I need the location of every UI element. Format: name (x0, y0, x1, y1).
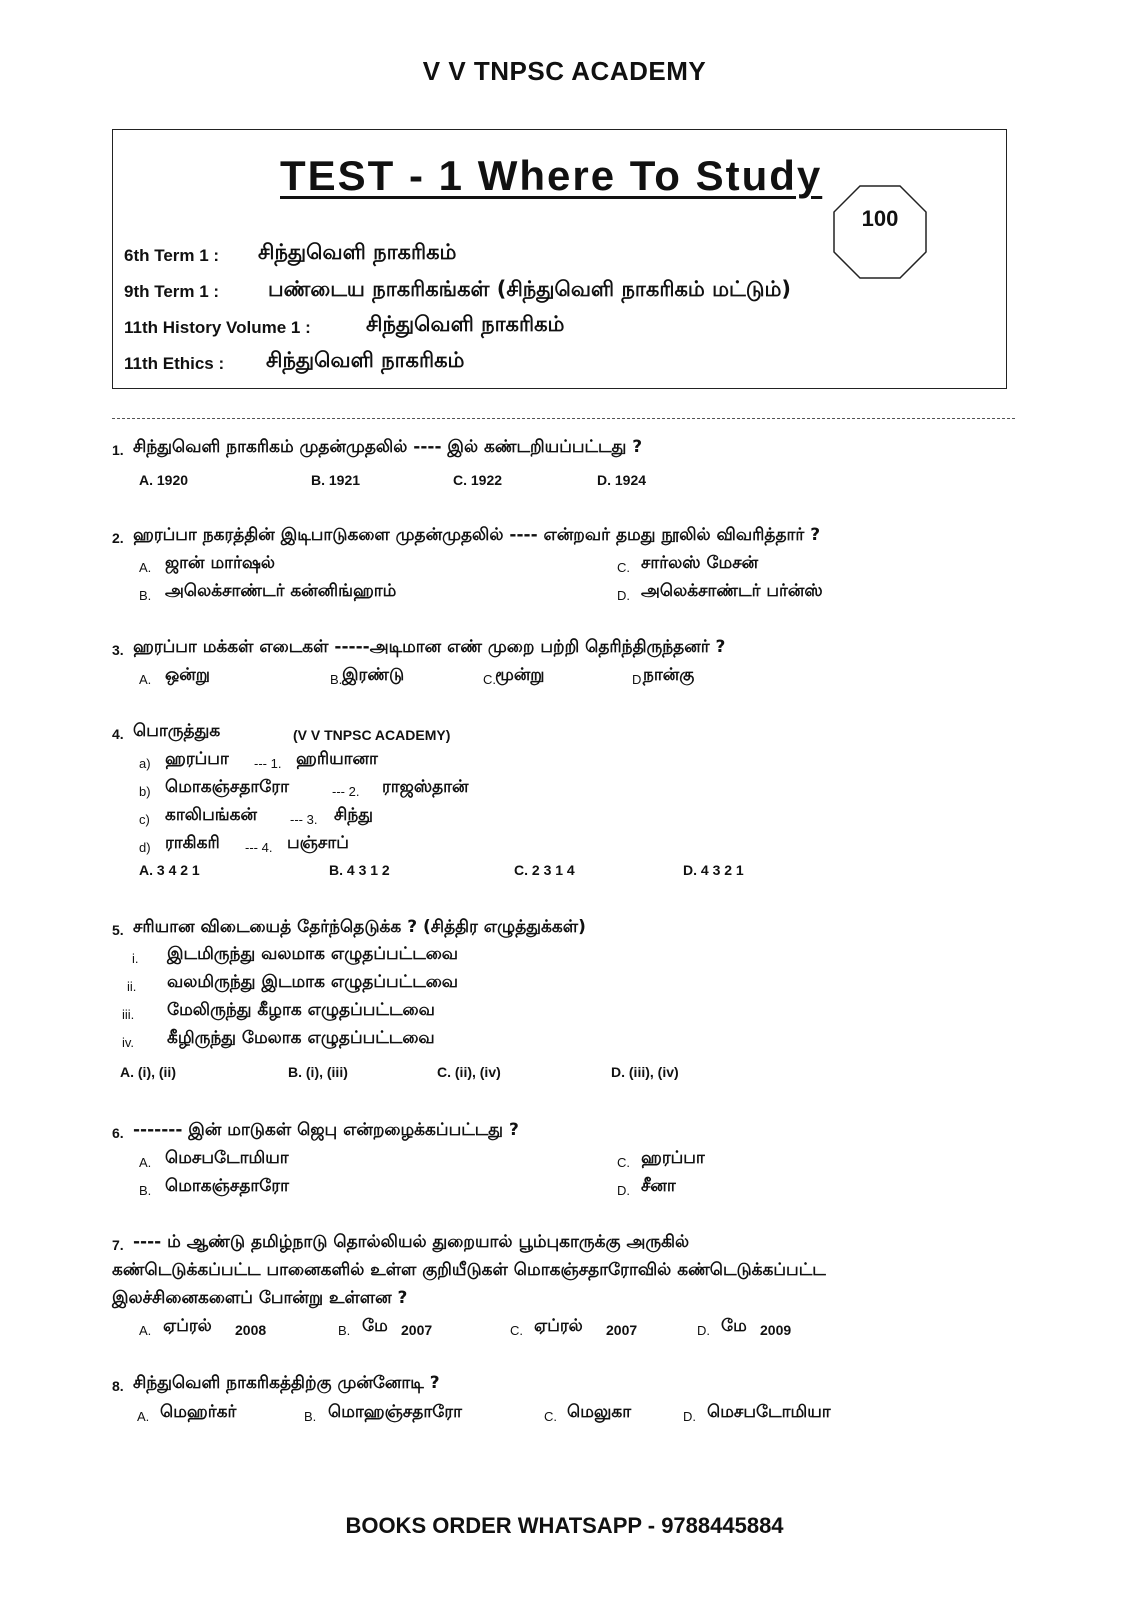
question-text-line: ---- ம் ஆண்டு தமிழ்நாடு தொல்லியல் துறையால் பூம்புகாருக்கு அருகில் (133, 1232, 690, 1252)
statement-text: கீழிருந்து மேலாக எழுதப்பட்டவை (167, 1028, 435, 1048)
option-d-year: 2009 (760, 1322, 792, 1338)
statement-text: இடமிருந்து வலமாக எழுதப்பட்டவை (167, 944, 459, 964)
option-label: A. (139, 560, 152, 575)
match-item-label: a) (139, 756, 151, 771)
statement-label: i. (132, 951, 139, 966)
option-b: B. 4 3 1 2 (329, 862, 390, 878)
question-text: சரியான விடையைத் தேர்ந்தெடுக்க ? (சித்திர எழுத்துக்கள்) (133, 917, 586, 937)
option-b: மொகஞ்சதாரோ (165, 1176, 290, 1196)
dashed-divider (112, 418, 1015, 419)
match-item-label: d) (139, 840, 151, 855)
option-d: D. 1924 (597, 472, 647, 488)
option-c: C. (ii), (iv) (437, 1064, 501, 1080)
option-c-year: 2007 (606, 1322, 638, 1338)
study-row-label: 11th History Volume 1 : (124, 318, 311, 337)
option-label: C. (483, 672, 496, 687)
option-a: ஏப்ரல் (163, 1316, 212, 1336)
match-item-right: ராஜஸ்தான் (382, 777, 469, 797)
option-label: C. (617, 1155, 630, 1170)
option-label: C. (544, 1409, 557, 1424)
question-text: ------- இன் மாடுகள் ஜெபு என்றழைக்கப்பட்டது ? (133, 1120, 519, 1140)
statement-label: iv. (122, 1035, 135, 1050)
match-item-sep: --- 1. (254, 756, 282, 771)
match-item-right: பஞ்சாப் (287, 833, 349, 853)
option-a: A. 1920 (139, 472, 189, 488)
match-item-label: c) (139, 812, 150, 827)
statement-label: iii. (122, 1007, 135, 1022)
match-item-sep: --- 4. (245, 840, 273, 855)
match-item-label: b) (139, 784, 151, 799)
option-label: C. (510, 1323, 523, 1338)
statement-text: மேலிருந்து கீழாக எழுதப்பட்டவை (167, 1000, 435, 1020)
option-label: B. (139, 588, 152, 603)
option-c: சார்லஸ் மேசன் (641, 553, 759, 573)
option-b: மே (362, 1316, 388, 1336)
question-text-line: இலச்சினைகளைப் போன்று உள்ளன ? (112, 1288, 408, 1308)
option-c: மெலுகா (567, 1402, 632, 1422)
option-label: B. (304, 1409, 317, 1424)
question-text-line: கண்டெடுக்கப்பட்ட பானைகளில் உள்ள குறியீடுகள் மொகஞ்சதாரோவில் கண்டெடுக்கப்பட்ட (112, 1260, 826, 1280)
option-label: D. (683, 1409, 696, 1424)
statement-label: ii. (127, 979, 137, 994)
option-label: A. (137, 1409, 150, 1424)
option-b: அலெக்சாண்டர் கன்னிங்ஹாம் (165, 581, 397, 601)
option-b: மொஹஞ்சதாரோ (328, 1402, 462, 1422)
match-item-right: சிந்து (334, 805, 373, 825)
option-a-year: 2008 (235, 1322, 267, 1338)
question-text: பொருத்துக (133, 721, 221, 741)
match-item-sep: --- 3. (290, 812, 318, 827)
option-a: ஒன்று (165, 665, 210, 685)
academy-note: (V V TNPSC ACADEMY) (293, 727, 451, 743)
option-label: A. (139, 672, 152, 687)
study-row-topic: பண்டைய நாகரிகங்கள் (சிந்துவெளி நாகரிகம் மட்டும்) (268, 277, 791, 301)
option-d: D. 4 3 2 1 (683, 862, 744, 878)
option-label: B. (139, 1183, 152, 1198)
option-b: B. 1921 (311, 472, 361, 488)
total-marks: 100 (861, 206, 899, 231)
question-number: 4. (112, 726, 124, 742)
option-a: ஜான் மார்ஷல் (165, 553, 276, 573)
option-label: C. (617, 560, 630, 575)
option-b: இரண்டு (342, 665, 405, 685)
question-text: சிந்துவெளி நாகரிகம் முதன்முதலில் ---- இல் கண்டறியப்பட்டது ? (133, 437, 643, 457)
option-a: மெசபடோமியா (165, 1148, 289, 1168)
option-d: நான்கு (643, 665, 695, 685)
question-number: 8. (112, 1378, 124, 1394)
option-a: மெஹர்கர் (160, 1402, 237, 1422)
question-text: சிந்துவெளி நாகரிகத்திற்கு முன்னோடி ? (133, 1373, 440, 1393)
question-number: 1. (112, 442, 124, 458)
match-item-left: ராகிகரி (165, 833, 220, 853)
study-row-topic: சிந்துவெளி நாகரிகம் (266, 348, 465, 372)
option-a: A. 3 4 2 1 (139, 862, 200, 878)
study-row-label: 6th Term 1 : (124, 246, 220, 265)
books-order-footer: BOOKS ORDER WHATSAPP - 9788445884 (345, 1513, 784, 1538)
option-label: D. (617, 1183, 630, 1198)
option-d: மெசபடோமியா (707, 1402, 831, 1422)
match-item-sep: --- 2. (332, 784, 360, 799)
academy-header: V V TNPSC ACADEMY (422, 56, 707, 86)
option-label: D. (632, 672, 645, 687)
option-d: மே (721, 1316, 747, 1336)
option-c: C. 1922 (453, 472, 503, 488)
option-d: அலெக்சாண்டர் பர்ன்ஸ் (641, 581, 823, 601)
option-label: D. (697, 1323, 710, 1338)
question-text: ஹரப்பா நகரத்தின் இடிபாடுகளை முதன்முதலில் ---- என்றவர் தமது நூலில் விவரித்தார் ? (133, 525, 821, 545)
question-text: ஹரப்பா மக்கள் எடைகள் -----அடிமான எண் முறை பற்றி தெரிந்திருந்தனர் ? (133, 637, 726, 657)
score-octagon-icon (832, 184, 928, 280)
study-row-topic: சிந்துவெளி நாகரிகம் (366, 312, 565, 336)
study-row-label: 11th Ethics : (124, 354, 225, 373)
study-row-topic: சிந்துவெளி நாகரிகம் (258, 240, 457, 264)
match-item-right: ஹரியானா (296, 749, 378, 769)
match-item-left: மொகஞ்சதாரோ (165, 777, 290, 797)
question-number: 2. (112, 530, 124, 546)
option-label: B. (338, 1323, 351, 1338)
option-d: D. (iii), (iv) (611, 1064, 679, 1080)
test-title: TEST - 1 Where To Study (280, 152, 823, 199)
option-label: A. (139, 1155, 152, 1170)
option-label: A. (139, 1323, 152, 1338)
option-b: B. (i), (iii) (288, 1064, 348, 1080)
option-label: B. (330, 672, 343, 687)
question-number: 7. (112, 1237, 124, 1253)
option-d: சீனா (641, 1176, 676, 1196)
option-c: C. 2 3 1 4 (514, 862, 575, 878)
question-number: 5. (112, 922, 124, 938)
option-b-year: 2007 (401, 1322, 433, 1338)
option-a: A. (i), (ii) (120, 1064, 176, 1080)
option-c: மூன்று (495, 665, 545, 685)
study-row-label: 9th Term 1 : (124, 282, 220, 301)
question-number: 3. (112, 642, 124, 658)
option-c: ஏப்ரல் (534, 1316, 583, 1336)
question-number: 6. (112, 1125, 124, 1141)
statement-text: வலமிருந்து இடமாக எழுதப்பட்டவை (167, 972, 459, 992)
match-item-left: ஹரப்பா (165, 749, 229, 769)
match-item-left: காலிபங்கன் (165, 805, 257, 825)
option-label: D. (617, 588, 630, 603)
option-c: ஹரப்பா (641, 1148, 705, 1168)
